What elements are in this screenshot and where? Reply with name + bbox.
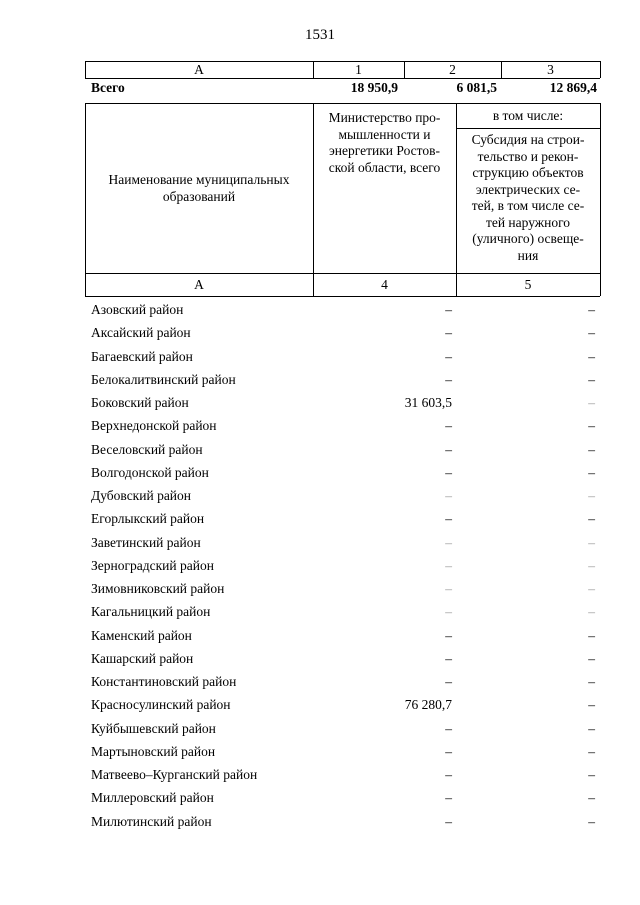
municipality-name: Куйбышевский район [91,720,216,736]
col-header-2: 2 [449,62,456,77]
subsidy-value: – [588,767,595,782]
col-number-5: 5 [524,277,532,292]
municipality-name: Кашарский район [91,650,194,666]
col-header-a: А [194,62,204,77]
subsidy-value: – [588,813,595,829]
ministry-total-value: – [445,534,452,550]
municipality-name: Милютинский район [91,813,212,829]
rule [600,103,601,296]
subsidy-value: – [588,604,595,620]
municipality-name: Белокалитвинский район [91,371,236,387]
header-line: мышленности и [338,126,431,142]
table-row [0,347,640,370]
subsidy-value: – [588,511,595,527]
header-line: электрических се- [475,181,581,197]
table-row [0,393,640,416]
subsidy-value: – [588,371,595,387]
table-row [0,323,640,346]
table-row [0,300,640,323]
header-line: Субсидия на строи- [471,132,585,147]
ministry-total-value: – [445,441,452,457]
subsidy-value: – [588,790,595,806]
subsidy-value: – [588,534,595,550]
header-line: (уличного) освеще- [472,231,584,246]
total-value-3: 12 869,4 [549,80,597,95]
ministry-total-value: – [445,813,452,829]
col-header-1: 1 [355,62,362,77]
ministry-total-value: – [445,720,452,736]
table-row [0,812,640,835]
ministry-total-value: – [445,581,452,596]
subsidy-value: – [588,581,595,596]
municipality-name: Матвеево–Курганский район [91,767,258,782]
header-subsidy [456,132,600,264]
data-rows [0,300,640,835]
municipality-name: Зерноградский район [91,557,214,573]
ministry-total-value: 76 280,7 [404,697,452,713]
table-row [0,788,640,811]
subsidy-value: – [588,697,595,713]
subsidy-value: – [588,302,595,317]
table-row [0,626,640,649]
total-value-1: 18 950,9 [350,80,398,95]
rule [85,78,600,79]
municipality-name: Кагальницкий район [91,604,211,620]
ministry-total-value: – [445,464,452,480]
subsidy-value: – [588,627,595,643]
header-line: ния [517,247,539,263]
municipality-name: Каменский район [91,627,192,643]
rule [85,273,600,274]
subsidy-value: – [588,743,595,759]
municipality-name: Мартыновский район [91,743,216,759]
ministry-total-value: – [445,743,452,759]
subsidy-value: – [588,650,595,666]
table-row [0,765,640,788]
ministry-total-value: – [445,418,452,434]
ministry-total-value: 31 603,5 [404,395,452,410]
municipality-name: Дубовский район [91,488,192,503]
header-municipality [85,172,313,205]
ministry-total-value: – [445,790,452,806]
municipality-name: Азовский район [91,302,184,317]
ministry-total-value: – [445,302,452,317]
municipality-name: Аксайский район [91,325,191,341]
header-line: тей наружного [485,214,571,230]
table-row [0,440,640,463]
municipality-name: Багаевский район [91,348,193,364]
table-row [0,533,640,556]
subsidy-value: – [588,464,595,480]
rule [456,128,600,129]
ministry-total-value: – [445,627,452,643]
total-label: Всего [91,80,125,95]
subsidy-value: – [588,348,595,364]
subsidy-value: – [588,325,595,341]
subsidy-value: – [588,488,595,503]
table-row [0,370,640,393]
municipality-name: Миллеровский район [91,790,214,806]
ministry-total-value: – [445,604,452,620]
municipality-name: Боковский район [91,395,189,410]
total-value-2: 6 081,5 [456,80,497,95]
rule [600,61,601,78]
rule [85,296,600,297]
table-row [0,556,640,579]
table-row [0,672,640,695]
municipality-name: Егорлыкский район [91,511,205,527]
header-line: струкцию объектов [472,165,584,180]
ministry-total-value: – [445,348,452,364]
col-number-a: А [194,277,204,292]
ministry-total-value: – [445,650,452,666]
rule [85,103,600,104]
subsidy-value: – [588,557,595,573]
header-line: ской области, всего [328,159,441,175]
header-line: образований [162,188,236,204]
header-line: тельство и рекон- [477,148,579,164]
table-row [0,416,640,439]
page-number: 1531 [305,27,335,43]
header-line: энергетики Ростов- [329,143,440,158]
col-header-3: 3 [547,62,554,77]
subsidy-value: – [588,674,595,689]
subsidy-value: – [588,720,595,736]
subsidy-value: – [588,441,595,457]
ministry-total-value: – [445,371,452,387]
header-line: Министерство про- [328,110,441,125]
table-row [0,649,640,672]
ministry-total-value: – [445,488,452,503]
ministry-total-value: – [445,767,452,782]
municipality-name: Волгодонской район [91,464,209,480]
ministry-total-value: – [445,674,452,689]
table-row [0,463,640,486]
municipality-name: Веселовский район [91,441,203,457]
municipality-name: Заветинский район [91,534,201,550]
table-row [0,579,640,602]
ministry-total-value: – [445,325,452,341]
col-number-4: 4 [381,277,388,292]
table-row [0,695,640,718]
municipality-name: Зимовниковский район [91,581,225,596]
subsidy-value: – [588,418,595,434]
header-including: в том числе: [492,108,564,123]
subsidy-value: – [588,395,595,410]
header-line: тей, в том числе се- [471,198,585,213]
table-row [0,719,640,742]
municipality-name: Константиновский район [91,674,237,689]
ministry-total-value: – [445,511,452,527]
header-ministry-total [313,110,456,176]
municipality-name: Верхнедонской район [91,418,217,434]
table-row [0,486,640,509]
table-row [0,602,640,625]
table-row [0,509,640,532]
ministry-total-value: – [445,557,452,573]
header-line: Наименование муниципальных [108,172,290,187]
municipality-name: Красносулинский район [91,697,231,713]
table-row [0,742,640,765]
